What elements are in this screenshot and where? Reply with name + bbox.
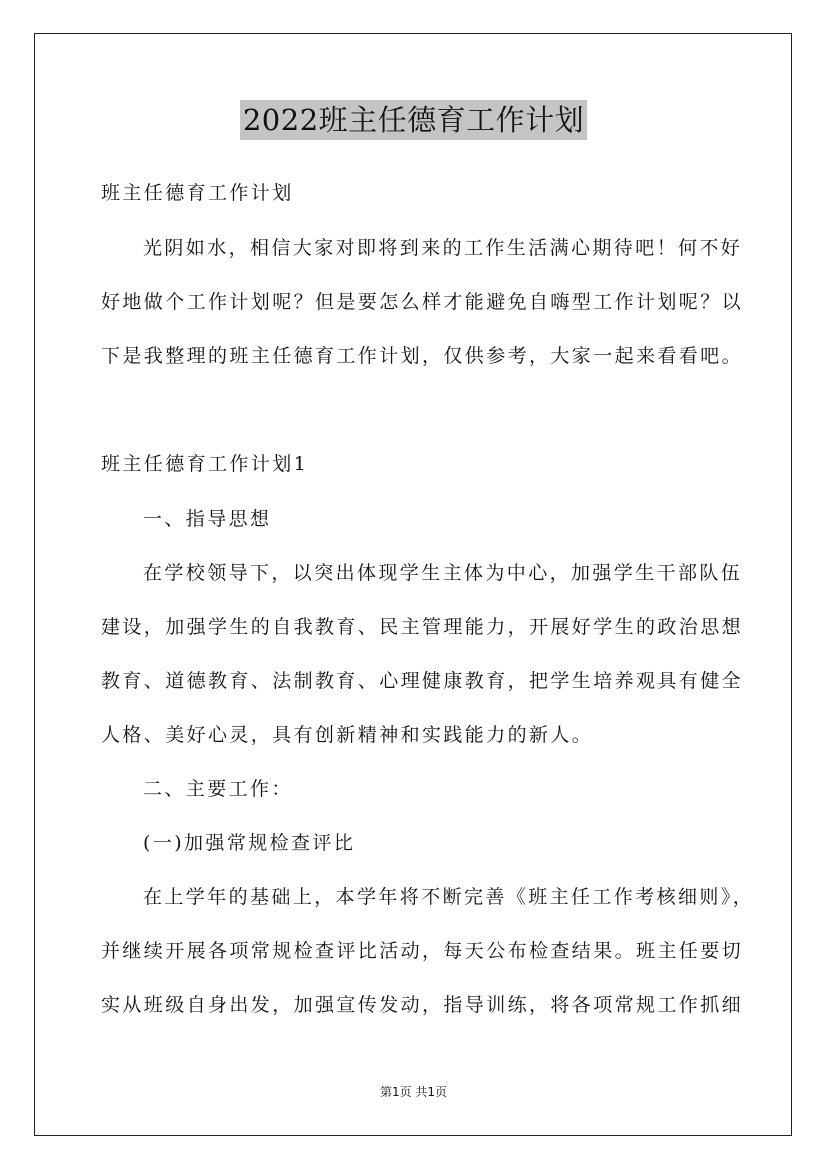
title-wrap [0,100,827,140]
para2-line-2: 并继续开展各项常规检查评比活动，每天公布检查结果。班主任要切 [101,940,744,962]
para1-line-3: 教育、道德教育、法制教育、心理健康教育，把学生培养观具有健全 [101,670,744,692]
intro-line-3: 下是我整理的班主任德育工作计划，仅供参考，大家一起来看看吧。 [101,345,744,367]
para1-line-1: 在学校领导下，以突出体现学生主体为中心，加强学生干部队伍 [143,562,743,584]
document-title: 2022班主任德育工作计划 [240,100,587,140]
subheading-routine-inspection: (一)加强常规检查评比 [143,832,356,854]
section-title: 班主任德育工作计划1 [101,453,309,475]
para1-line-2: 建设，加强学生的自我教育、民主管理能力，开展好学生的政治思想 [101,616,744,638]
page-number-footer: 第1页 共1页 [379,1085,448,1099]
para2-line-1: 在上学年的基础上，本学年将不断完善《班主任工作考核细则》， [143,886,755,908]
intro-line-1: 光阴如水，相信大家对即将到来的工作生活满心期待吧！何不好 [143,237,743,259]
intro-line-2: 好地做个工作计划呢？但是要怎么样才能避免自嗨型工作计划呢？以 [101,291,744,313]
para1-line-4: 人格、美好心灵，具有创新精神和实践能力的新人。 [101,724,594,746]
document-subtitle: 班主任德育工作计划 [101,182,294,204]
heading-guiding-thought: 一、指导思想 [143,508,272,530]
para2-line-3: 实从班级自身出发，加强宣传发动，指导训练，将各项常规工作抓细 [101,994,744,1016]
heading-main-work: 二、主要工作： [143,778,293,800]
